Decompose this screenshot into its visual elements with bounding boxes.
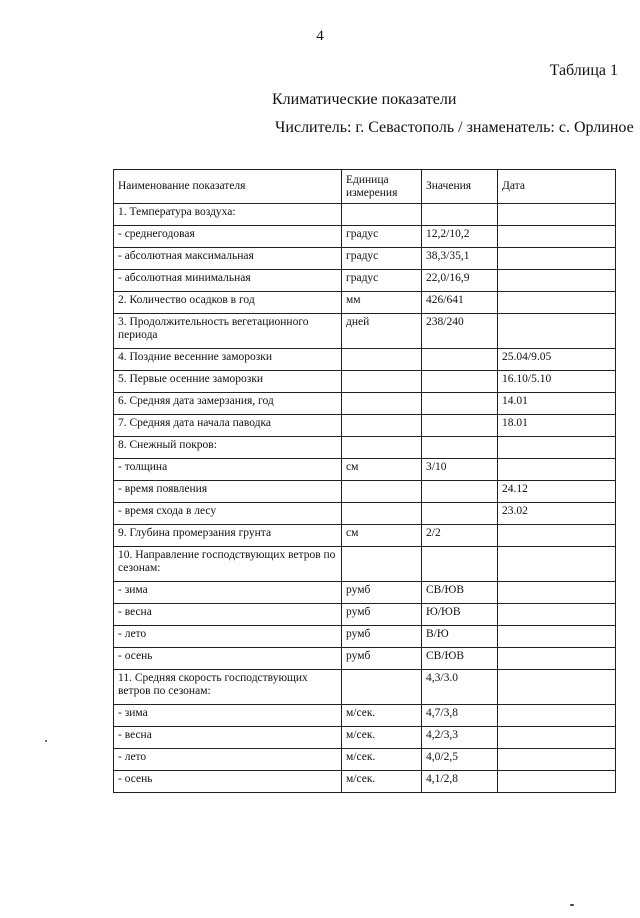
table-label: Таблица 1 (549, 62, 618, 79)
climate-indicators-table (113, 169, 616, 793)
row-unit (342, 371, 422, 393)
row-name: 3. Продолжительность вегетационного периода (114, 314, 342, 349)
row-unit (342, 415, 422, 437)
table-row (114, 292, 616, 314)
row-value: 4,0/2,5 (422, 749, 498, 771)
row-name: 10. Направление господствующих ветров по сезонам: (114, 547, 342, 582)
table-row (114, 582, 616, 604)
row-date: 23.02 (498, 503, 616, 525)
table-row (114, 547, 616, 582)
row-name: - толщина (114, 459, 342, 481)
row-unit (342, 481, 422, 503)
row-value: 3/10 (422, 459, 498, 481)
row-name: 1. Температура воздуха: (114, 204, 342, 226)
row-name: - время появления (114, 481, 342, 503)
column-header-value: Значения (422, 170, 498, 204)
row-unit (342, 204, 422, 226)
row-name: - лето (114, 749, 342, 771)
row-date (498, 727, 616, 749)
row-unit: см (342, 525, 422, 547)
row-name: - абсолютная минимальная (114, 270, 342, 292)
row-name: 7. Средняя дата начала паводка (114, 415, 342, 437)
table-row (114, 626, 616, 648)
row-unit: румб (342, 582, 422, 604)
row-date (498, 270, 616, 292)
row-unit: м/сек. (342, 705, 422, 727)
table-row (114, 459, 616, 481)
row-value (422, 437, 498, 459)
table-header-row (114, 170, 616, 204)
row-value (422, 547, 498, 582)
table-row (114, 705, 616, 727)
row-date (498, 749, 616, 771)
row-name: - среднегодовая (114, 226, 342, 248)
table-row (114, 648, 616, 670)
row-value: 22,0/16,9 (422, 270, 498, 292)
row-value (422, 204, 498, 226)
row-name: - зима (114, 582, 342, 604)
document-subtitle: Числитель: г. Севастополь / знаменатель: с. Орлиное (275, 119, 634, 136)
row-date (498, 525, 616, 547)
row-unit: румб (342, 604, 422, 626)
row-date (498, 437, 616, 459)
row-date: 18.01 (498, 415, 616, 437)
row-name: - зима (114, 705, 342, 727)
row-date (498, 771, 616, 793)
row-name: - осень (114, 648, 342, 670)
row-date (498, 648, 616, 670)
row-unit: см (342, 459, 422, 481)
row-value: 426/641 (422, 292, 498, 314)
row-unit: румб (342, 648, 422, 670)
row-unit: градус (342, 270, 422, 292)
table-row (114, 604, 616, 626)
row-value: В/Ю (422, 626, 498, 648)
row-date (498, 226, 616, 248)
row-date (498, 705, 616, 727)
table-row (114, 371, 616, 393)
table-row (114, 248, 616, 270)
row-date (498, 314, 616, 349)
row-unit (342, 437, 422, 459)
row-value (422, 415, 498, 437)
row-unit (342, 547, 422, 582)
table-row (114, 415, 616, 437)
column-header-unit: Единица измерения (342, 170, 422, 204)
row-unit: м/сек. (342, 727, 422, 749)
row-value: СВ/ЮВ (422, 648, 498, 670)
row-date (498, 547, 616, 582)
row-date: 16.10/5.10 (498, 371, 616, 393)
row-date: 14.01 (498, 393, 616, 415)
table-row (114, 437, 616, 459)
table-row (114, 226, 616, 248)
row-name: 2. Количество осадков в год (114, 292, 342, 314)
row-unit: румб (342, 626, 422, 648)
table-row (114, 771, 616, 793)
row-date (498, 292, 616, 314)
column-header-date: Дата (498, 170, 616, 204)
row-unit: дней (342, 314, 422, 349)
row-value: 238/240 (422, 314, 498, 349)
row-date: 24.12 (498, 481, 616, 503)
row-unit: градус (342, 226, 422, 248)
row-unit (342, 393, 422, 415)
table-row (114, 670, 616, 705)
row-name: 5. Первые осенние заморозки (114, 371, 342, 393)
row-name: 4. Поздние весенние заморозки (114, 349, 342, 371)
row-value: 4,2/3,3 (422, 727, 498, 749)
row-value (422, 371, 498, 393)
row-unit: м/сек. (342, 749, 422, 771)
column-header-name: Наименование показателя (114, 170, 342, 204)
row-unit (342, 503, 422, 525)
document-title: Климатические показатели (272, 91, 457, 108)
table-row (114, 270, 616, 292)
table-row (114, 481, 616, 503)
row-value (422, 349, 498, 371)
row-value: 4,3/3.0 (422, 670, 498, 705)
row-date (498, 248, 616, 270)
table-row (114, 349, 616, 371)
table-row (114, 749, 616, 771)
row-value: Ю/ЮВ (422, 604, 498, 626)
row-value: 4,1/2,8 (422, 771, 498, 793)
row-name: - лето (114, 626, 342, 648)
row-name: 11. Средняя скорость господствующих ветров по сезонам: (114, 670, 342, 705)
row-value: 12,2/10,2 (422, 226, 498, 248)
scan-speck (45, 740, 47, 742)
row-date: 25.04/9.05 (498, 349, 616, 371)
scan-speck (570, 904, 574, 906)
row-unit: градус (342, 248, 422, 270)
row-value: 4,7/3,8 (422, 705, 498, 727)
row-value: 2/2 (422, 525, 498, 547)
row-date (498, 204, 616, 226)
row-value (422, 503, 498, 525)
row-date (498, 582, 616, 604)
row-name: 8. Снежный покров: (114, 437, 342, 459)
row-name: - осень (114, 771, 342, 793)
table-row (114, 525, 616, 547)
row-name: 9. Глубина промерзания грунта (114, 525, 342, 547)
row-value (422, 393, 498, 415)
row-name: - весна (114, 604, 342, 626)
row-date (498, 626, 616, 648)
row-name: - абсолютная максимальная (114, 248, 342, 270)
row-date (498, 459, 616, 481)
table-row (114, 727, 616, 749)
table-row (114, 204, 616, 226)
row-unit: мм (342, 292, 422, 314)
row-name: - время схода в лесу (114, 503, 342, 525)
row-name: - весна (114, 727, 342, 749)
row-unit: м/сек. (342, 771, 422, 793)
row-value: СВ/ЮВ (422, 582, 498, 604)
row-date (498, 604, 616, 626)
table-row (114, 393, 616, 415)
row-value (422, 481, 498, 503)
row-date (498, 670, 616, 705)
row-value: 38,3/35,1 (422, 248, 498, 270)
row-unit (342, 670, 422, 705)
table-row (114, 503, 616, 525)
page-number: 4 (316, 28, 324, 44)
table-row (114, 314, 616, 349)
row-unit (342, 349, 422, 371)
row-name: 6. Средняя дата замерзания, год (114, 393, 342, 415)
